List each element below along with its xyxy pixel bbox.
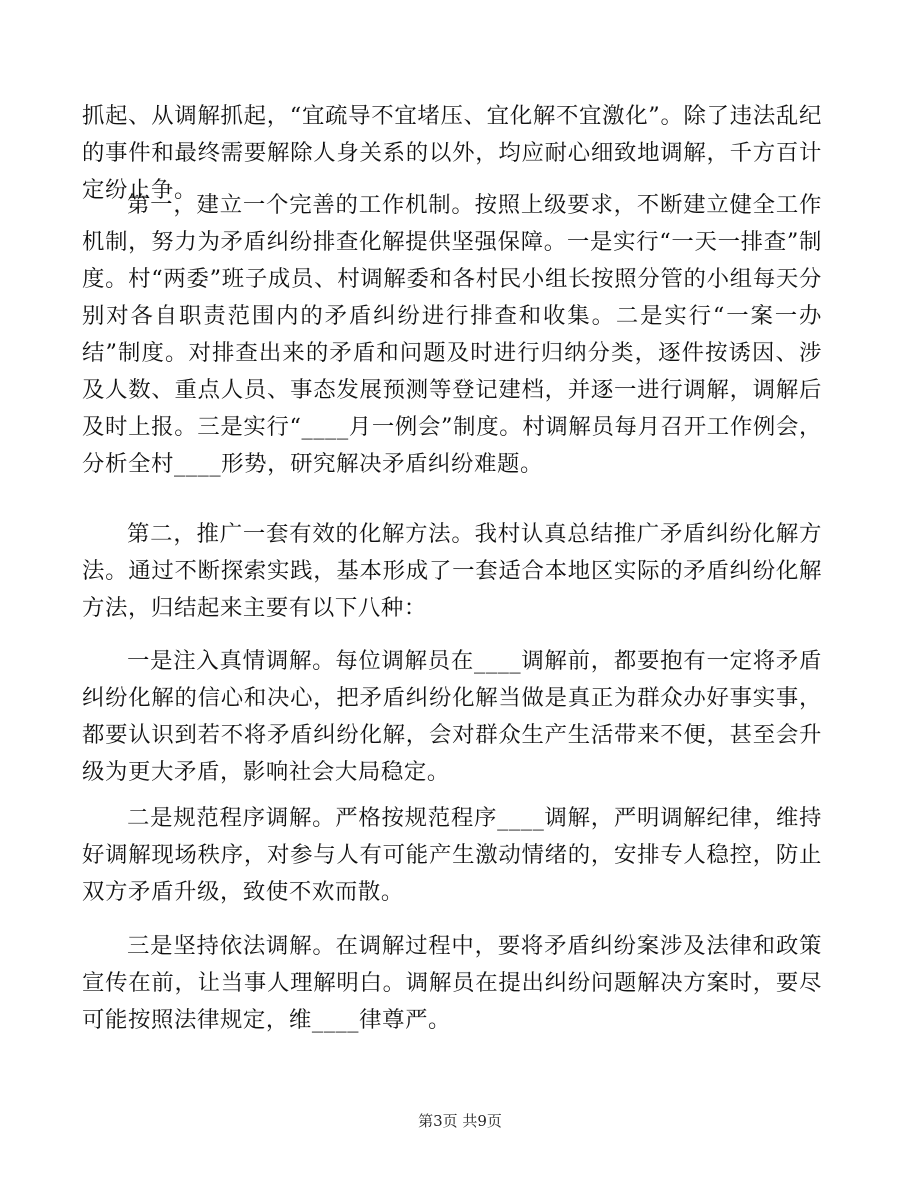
paragraph-continuation: 抓起、从调解抓起，“宜疏导不宜堵压、宜化解不宜激化”。除了违法乱纪的事件和最终需要解除人身关系的以外，均应耐心细致地调解，千方百计定纷止争。 xyxy=(82,103,822,203)
paragraph-resolution-methods: 第二，推广一套有效的化解方法。我村认真总结推广矛盾纠纷化解方法。通过不断探索实践，基本形成了一套适合本地区实际的矛盾纠纷化解方法，归结起来主要有以下八种： xyxy=(82,521,822,621)
paragraph-method-lawful-mediation: 三是坚持依法调解。在调解过程中，要将矛盾纠纷案涉及法律和政策宣传在前，让当事人理解明白。调解员在提出纠纷问题解决方案时，要尽可能按照法律规定，维____律尊严。 xyxy=(82,933,822,1033)
paragraph-work-mechanism: 第一，建立一个完善的工作机制。按照上级要求，不断建立健全工作机制，努力为矛盾纠纷排查化解提供坚强保障。一是实行“一天一排查”制度。村“两委”班子成员、村调解委和各村民小组长按照分管的小组每天分别对各自职责范围内的矛盾纠纷进行排查和收集。二是实行“一案一办结”制度。对排查出来的矛盾和问题及时进行归纳分类，逐件按诱因、涉及人数、重点人员、事态发展预测等登记建档，并逐一进行调解，调解后及时上报。三是实行“____月一例会”制度。村调解员每月召开工作例会，分析全村____形势，研究解决矛盾纠纷难题。 xyxy=(82,192,822,477)
paragraph-method-standard-procedure: 二是规范程序调解。严格按规范程序____调解，严明调解纪律，维持好调解现场秩序，对参与人有可能产生激动情绪的，安排专人稳控，防止双方矛盾升级，致使不欢而散。 xyxy=(82,805,822,905)
page-number-footer: 第3页 共9页 xyxy=(418,1112,502,1130)
paragraph-method-sincere-mediation: 一是注入真情调解。每位调解员在____调解前，都要抱有一定将矛盾纠纷化解的信心和决心，把矛盾纠纷化解当做是真正为群众办好事实事，都要认识到若不将矛盾纠纷化解，会对群众生产生活带来不便，甚至会升级为更大矛盾，影响社会大局稳定。 xyxy=(82,648,822,785)
